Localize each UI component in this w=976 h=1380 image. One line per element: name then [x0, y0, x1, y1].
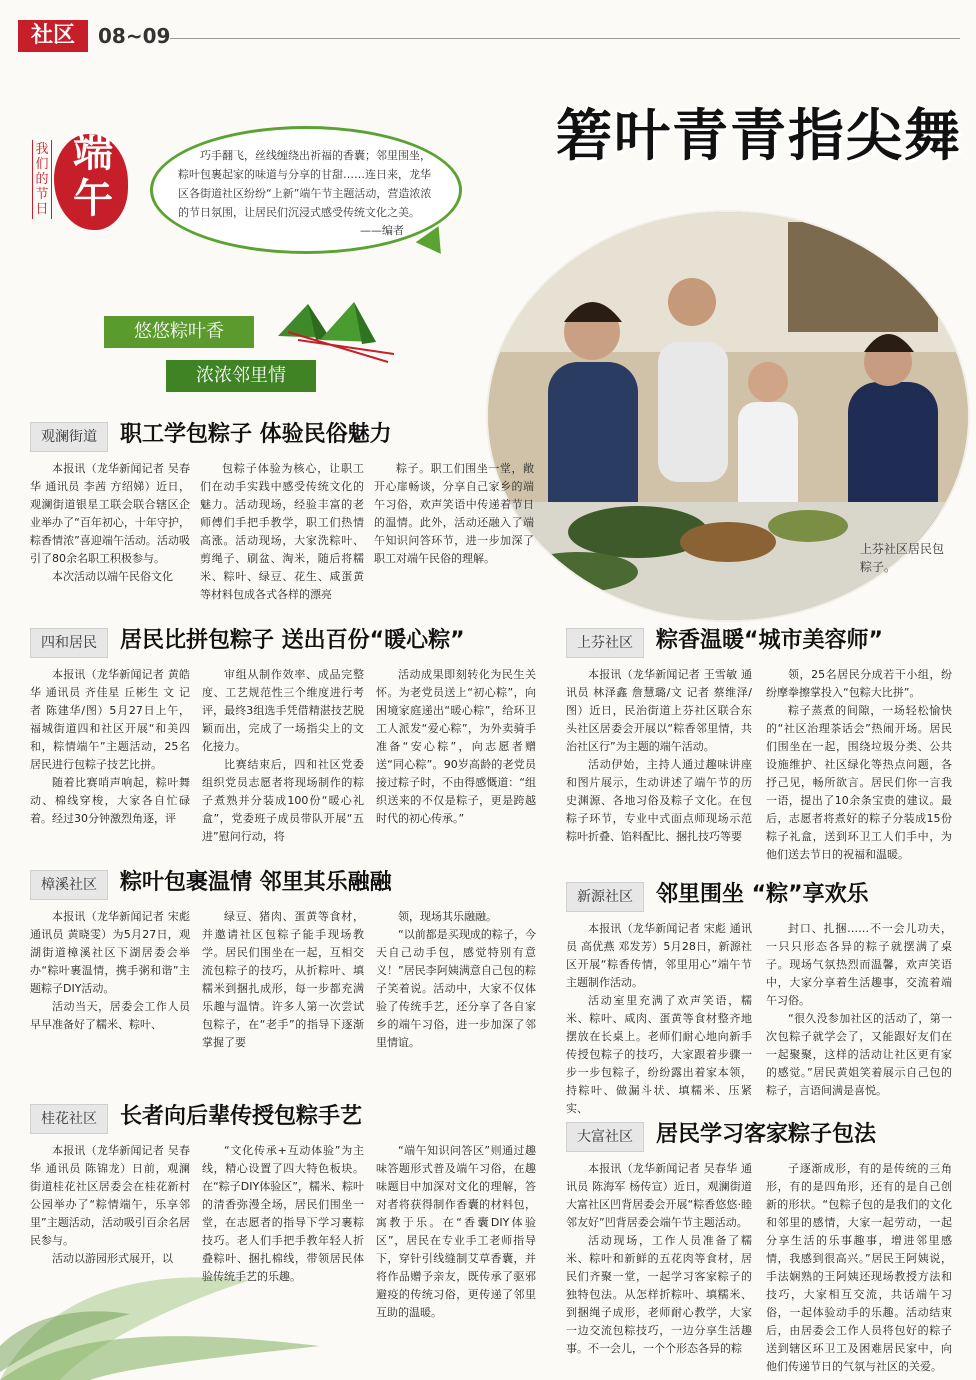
article-dafu-col1: 本报讯（龙华新闻记者 吴春华 通讯员 陈海军 杨传宣）近日，观澜街道大富社区凹背居委会开展“粽香悠悠·睦邻友好”凹背居委会端午节主题活动。 活动现场，工作人员准备了糯米、粽叶和新鲜的五花肉等食材，居民们齐聚一堂，一起学习客家粽子的独特包法。从怎样折粽叶、填糯米、到捆绳子成形，老师耐心教学，大家一边交流包粽技巧，一边分享生活趣事。不一会儿，一个个形态各异的粽 [566, 1162, 752, 1355]
intro-text: 巧手翻飞，丝线缠绕出祈福的香囊；邻里围坐，粽叶包裹起家的味道与分享的甘甜……连日来，龙华区各街道社区纷纷“上新”端午节主题活动，营造浓浓的节日氛围，让居民们沉浸式感受传统文化之美。 [178, 149, 432, 219]
article-guihua-col1: 本报讯（龙华新闻记者 吴春华 通讯员 陈锦龙）日前，观澜街道桂花社区居委会在桂花新村公园举办了“粽情端午，乐享邻里”主题活动，活动吸引百余名居民参与。 活动以游园形式展开，以 [30, 1144, 190, 1265]
article-zhangxi-col3: 领，现场其乐融融。 “以前都是买现成的粽子，今天自己动手包，感觉特别有意义！”居民李阿姨满意自己包的粽子笑着说。活动中，大家不仅体验了传统手艺，还分享了各自家乡的端午习俗，进一步加深了邻里情谊。 [376, 910, 536, 1049]
title-guihua: 长者向后辈传授包粽手艺 [120, 1104, 363, 1129]
article-sihe-col3: 活动成果即刻转化为民生关怀。为老党员送上“初心粽”，向困境家庭递出“暖心粽”，给环卫工人派发“爱心粽”，为外卖骑手准备“安心粽”，向志愿者赠送“同心粽”。90岁高龄的老党员接过粽子时，不由得感慨道：“组织送来的不仅是粽子，更是跨越时代的初心传承。” [376, 668, 536, 825]
article-dafu-col2: 子逐渐成形，有的是传统的三角形，有的是四角形，还有的是自己创新的形状。“包粽子包的是我们的文化和邻里的感情，大家一起劳动，一起分享生活的乐事趣事，增进邻里感情，我感到很高兴。”居民王阿姨说，手法娴熟的王阿姨还现场教授方法和技巧，大家相互交流，共话端午习俗，一起体验动手的乐趣。活动结束后，由居委会工作人员将包好的粽子送到辖区环卫工及困难居民家中，向他们传递节日的气氛与社区的关爱。 [766, 1162, 952, 1373]
article-guanlan-col1: 本报讯（龙华新闻记者 吴春华 通讯员 李茜 方绍娣）近日，观澜街道银星工联会联合辖区企业举办了“百年初心，十年守护，粽香情浓”喜迎端午活动。活动吸引了80余名职工积极参与。 本次活动以端午民俗文化 [30, 462, 190, 583]
tag-zhangxi: 樟溪社区 [30, 870, 108, 900]
section-label: 社区 [18, 20, 88, 52]
tag-guihua: 桂花社区 [30, 1104, 108, 1134]
title-xinyuan: 邻里围坐 “粽”享欢乐 [656, 882, 869, 907]
article-guihua-col3: “端午知识问答区”则通过趣味答题形式普及端午习俗，在趣味题目中加深对文化的理解，答对者将获得制作香囊的材料包，寓教于乐。在“香囊DIY体验区”，居民在专业手工老师指导下，穿针引线缝制艾草香囊，并将作品赠予亲友，既传承了驱邪避疫的传统习俗，更传递了邻里互助的温暖。 [376, 1144, 536, 1319]
banner-2: 浓浓邻里情 [166, 360, 316, 392]
article-xinyuan-col2: 封口、扎捆……不一会儿功夫，一只只形态各异的粽子就摆满了桌子。现场气氛热烈而温馨，欢声笑语中，大家分享着生活趣事，交流着端午习俗。 “很久没参加社区的活动了，第一次包粽子就学会了，又能跟好友们在一起聚聚，这样的活动让社区更有家的感觉。”居民黄姐笑着展示自己包的粽子，言语间满是喜悦。 [766, 922, 952, 1097]
tag-guanlan: 观澜街道 [30, 422, 108, 452]
article-sihe-col1: 本报讯（龙华新闻记者 黄皓华 通讯员 齐佳星 丘彬生 文 记者 陈建华/图）5月27日上午，福城街道四和社区开展“和美四和，粽情端午”主题活动，25名居民进行包粽子技艺比拼。 随着比赛哨声响起，粽叶舞动、棉线穿梭，大家各自忙碌着。经过30分钟激烈角逐，评 [30, 668, 190, 825]
article-shangfen-col2: 领，25名居民分成若干小组，纷纷摩拳擦掌投入“包粽大比拼”。 粽子蒸煮的间隙，一场轻松愉快的“社区治理茶话会”热闹开场。居民们围坐在一起，围绕垃圾分类、公共设施维护、社区绿化等热点问题，各抒己见，畅所欲言。居民们你一言我一语，提出了10余条宝贵的建议。最后，志愿者将煮好的粽子分装成15份粽子礼盒，送到环卫工人们手中，为他们送去节日的祝福和温暖。 [766, 668, 952, 861]
stamp-duanwu: 端午 [73, 129, 113, 222]
header-rule [170, 38, 960, 39]
article-zhangxi-col1: 本报讯（龙华新闻记者 宋彪 通讯员 黄晓雯）为5月27日，观湖街道樟溪社区下湖居委会举办“粽叶裹温情，携手粥和谐”主题粽子DIY活动。 活动当天，居委会工作人员早早准备好了糯米、粽叶、 [30, 910, 190, 1031]
article-xinyuan-col1: 本报讯（龙华新闻记者 宋彪 通讯员 高优燕 邓发芳）5月28日，新源社区开展“粽香传情，邻里用心”端午节主题制作活动。 活动室里充满了欢声笑语，糯米、粽叶、咸肉、蛋黄等食材整齐地摆放在长桌上。老师们耐心地向新手传授包粽子的技巧，大家跟着步骤一步一步包粽子，纷纷露出着家本领，持粽叶、做漏斗状、填糯米、压紧实、 [566, 922, 752, 1115]
title-shangfen: 粽香温暖“城市美容师” [656, 628, 883, 653]
title-dafu: 居民学习客家粽子包法 [656, 1122, 877, 1147]
article-shangfen-col1: 本报讯（龙华新闻记者 王雪敏 通讯员 林泽鑫 詹慧璐/文 记者 蔡维泽/图）近日，民治街道上芬社区联合东头社区居委会开展以“粽香邻里情，共治社区行”为主题的端午活动。 活动伊始，主持人通过趣味讲座和图片展示，生动讲述了端午节的历史渊源、各地习俗及粽子文化。在包粽子环节，专业中式面点师现场示范粽叶折叠、馅料配比、捆扎技巧等要 [566, 668, 752, 843]
tag-sihe: 四和居民 [30, 628, 108, 658]
article-guanlan-col2: 包粽子体验为核心，让职工们在动手实践中感受传统文化的魅力。活动现场，经验丰富的老师傅们手把手教学，职工们热情高涨。活动现场，大家洗粽叶、剪绳子、刷盆、淘米，随后将糯米、粽叶、绿豆、花生、咸蛋黄等材料包成各式各样的漂亮 [200, 462, 364, 601]
page-title: 箬叶青青指尖舞 [556, 104, 962, 169]
photo-caption: 上芬社区居民包粽子。 [860, 542, 945, 574]
title-guanlan: 职工学包粽子 体验民俗魅力 [120, 422, 392, 447]
zongzi-illustration [268, 296, 398, 366]
article-sihe-col2: 审组从制作效率、成品完整度、工艺规范性三个维度进行考评，最终3组选手凭借精湛技艺脱颖而出，完成了一场指尖上的文化接力。 比赛结束后，四和社区党委组织党员志愿者将现场制作的粽子煮熟并分装成100份“暖心礼盒”，党委班子成员带队开展“五进”慰问行动，将 [202, 668, 364, 843]
title-zhangxi: 粽叶包裹温情 邻里其乐融融 [120, 870, 392, 895]
tag-dafu: 大富社区 [566, 1122, 644, 1152]
intro-sign: ——编者 [360, 224, 404, 237]
article-zhangxi-col2: 绿豆、猪肉、蛋黄等食材，并邀请社区包粽子能手现场教学。居民们围坐在一起，互相交流包粽子的技巧，从折粽叶、填糯米到捆扎成形，每一步都充满乐趣与温情。许多人第一次尝试包粽子，在“老手”的指导下逐渐掌握了要 [202, 910, 364, 1049]
tag-xinyuan: 新源社区 [566, 882, 644, 912]
title-sihe: 居民比拼包粽子 送出百份“暖心粽” [120, 628, 465, 653]
article-guihua-col2: “文化传承+互动体验”为主线，精心设置了四大特色板块。在“粽子DIY体验区”，糯米、粽叶的清香弥漫全场，居民们围坐一堂，在志愿者的指导下学习裹粽技巧。老人们手把手教年轻人折叠粽叶、捆扎棉线，带领居民体验传统手艺的乐趣。 [202, 1144, 364, 1283]
stamp-our-festival: 我们的节日 [32, 140, 52, 219]
tag-shangfen: 上芬社区 [566, 628, 644, 658]
page-numbers: 08~09 [98, 24, 171, 48]
article-guanlan-col3: 粽子。职工们围坐一堂，敞开心扉畅谈，分享自己家乡的端午习俗，欢声笑语中传递着节日的温情。此外，活动还融入了端午知识问答环节，进一步加深了职工对端午民俗的理解。 [374, 462, 534, 565]
banner-1: 悠悠粽叶香 [104, 316, 254, 348]
